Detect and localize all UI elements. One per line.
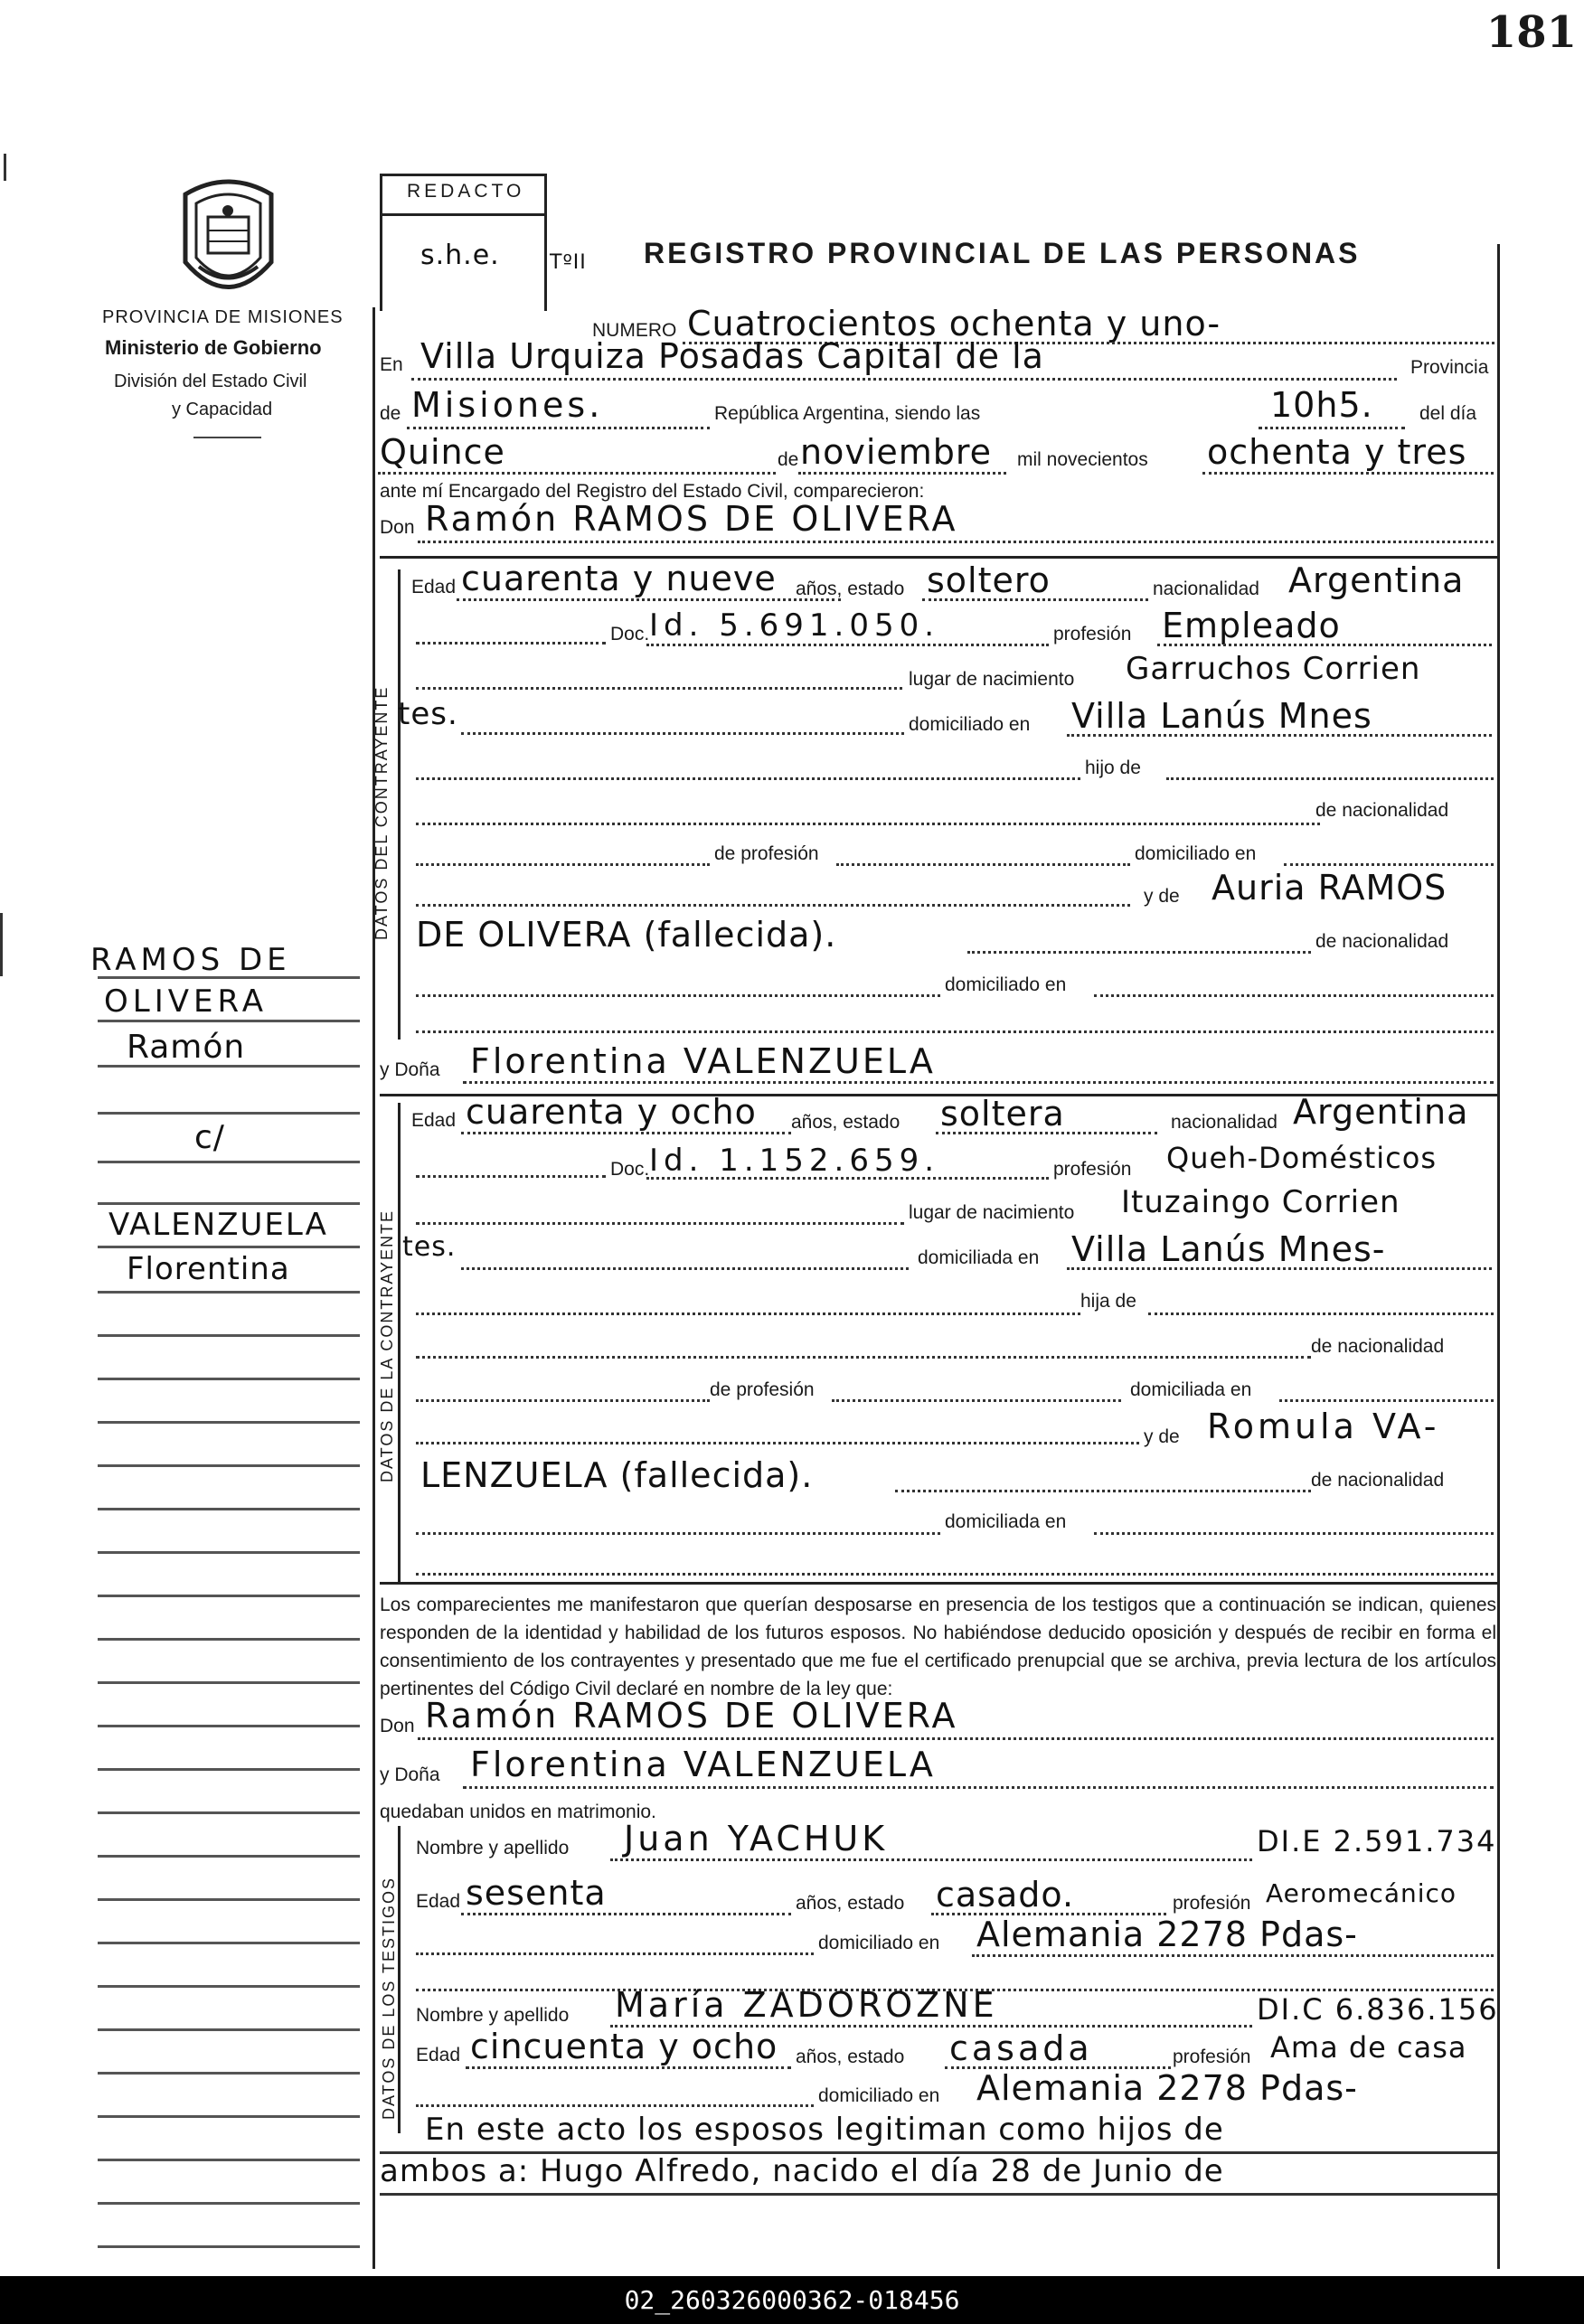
witness2-edad-line <box>466 2066 791 2069</box>
groom-doc-pre-line <box>416 642 606 645</box>
declaration-don-label: Don <box>380 1716 415 1736</box>
margin-tick <box>0 913 3 976</box>
margin-note-underline-22 <box>98 1898 360 1901</box>
margin-note-underline-26 <box>98 2072 360 2075</box>
bride-blank-line <box>416 1573 1494 1576</box>
margin-note-underline-6 <box>98 1202 360 1205</box>
bride-mother-cont-line <box>895 1490 1311 1492</box>
witness2-domicilio-label: domiciliado en <box>818 2085 940 2106</box>
bride-y-de-label: y de <box>1144 1426 1180 1447</box>
groom-domicilio-value: Villa Lanús Mnes <box>1071 696 1372 736</box>
groom-name-line <box>418 541 1494 543</box>
groom-de-profesion-pre-line <box>416 863 710 866</box>
bride-hija-line <box>1148 1313 1494 1315</box>
bride-edad-value: cuarenta y ocho <box>466 1092 757 1132</box>
groom-nacionalidad-value: Argentina <box>1288 560 1465 600</box>
form-left-border <box>372 307 375 2269</box>
numero-label: NUMERO <box>592 320 677 341</box>
groom-lugar-cont: tes. <box>398 696 458 732</box>
margin-tick <box>4 154 6 181</box>
margin-note-underline-19 <box>98 1768 360 1771</box>
margin-note-underline-27 <box>98 2115 360 2118</box>
margin-note-underline-12 <box>98 1464 360 1467</box>
witness2-nombre-label: Nombre y apellido <box>416 2005 570 2026</box>
declaration-dona-value: Florentina VALENZUELA <box>470 1745 936 1784</box>
margin-note-underline-5 <box>98 1161 360 1163</box>
redacto-value: s.h.e. <box>420 240 500 271</box>
bride-domiciliada-en-label: domiciliada en <box>1130 1379 1252 1400</box>
margin-note-underline-24 <box>98 1985 360 1988</box>
bride-de-profesion-pre-line <box>416 1399 710 1402</box>
groom-de-profesion-line <box>836 863 1130 866</box>
groom-dom2-line <box>1094 994 1494 997</box>
bride-estado-value: soltera <box>940 1094 1065 1134</box>
groom-section-divider <box>398 569 401 1040</box>
numero-value: Cuatrocientos ochenta y uno- <box>687 304 1221 343</box>
declaration-dona-line <box>463 1786 1494 1789</box>
bride-dom2-line <box>1094 1532 1494 1535</box>
form-right-border <box>1497 244 1500 2269</box>
bride-section-divider <box>398 1103 401 1582</box>
margin-note-underline-25 <box>98 2028 360 2031</box>
seal-icon <box>176 176 280 303</box>
groom-nacionalidad-label: nacionalidad <box>1153 579 1259 599</box>
de-month-label: de <box>778 449 799 470</box>
province-line <box>407 427 710 429</box>
bride-lugar-pre-line <box>416 1222 904 1225</box>
groom-mother-cont: DE OLIVERA (fallecida). <box>416 915 837 955</box>
margin-note-underline-8 <box>98 1291 360 1294</box>
margin-note-underline-29 <box>98 2202 360 2205</box>
declaration-dona-label: y Doña <box>380 1764 440 1785</box>
groom-y-de-pre-line <box>416 904 1130 907</box>
groom-domiciliado-en-line <box>1284 863 1494 866</box>
bride-de-nacionalidad-label-2: de nacionalidad <box>1311 1470 1445 1491</box>
witness2-domicilio-pre-line <box>416 2104 814 2107</box>
bride-doc-line <box>646 1177 1049 1180</box>
witness1-edad-label: Edad <box>416 1891 461 1912</box>
groom-don-label: Don <box>380 517 415 538</box>
bride-estado-line <box>936 1132 1157 1134</box>
bride-hija-pre-line <box>416 1313 1080 1315</box>
declaration-don-line <box>418 1737 1494 1740</box>
witness1-profesion-value: Aeromecánico <box>1266 1878 1457 1908</box>
groom-lugar-value: Garruchos Corrien <box>1126 651 1421 687</box>
witness1-nombre-line <box>610 1858 1252 1861</box>
groom-y-de-label: y de <box>1144 886 1180 907</box>
groom-edad-value: cuarenta y nueve <box>461 559 777 598</box>
witness2-edad-label: Edad <box>416 2045 461 2065</box>
bride-name-line <box>463 1081 1494 1084</box>
bride-father-line <box>416 1356 1311 1359</box>
witness2-nombre-value: María ZADOROZNE <box>615 1985 998 2025</box>
year-line <box>1202 472 1494 475</box>
witness2-profesion-label: profesión <box>1173 2046 1251 2067</box>
witness1-nombre-label: Nombre y apellido <box>416 1838 570 1858</box>
redacto-divider <box>380 213 547 216</box>
witness1-anos-label: años, estado <box>796 1893 905 1914</box>
margin-note-underline-17 <box>98 1681 360 1684</box>
margin-note-underline-9 <box>98 1334 360 1337</box>
bride-domiciliada-en-label-2: domiciliada en <box>945 1511 1067 1532</box>
hour-line <box>1259 427 1405 429</box>
de-label: de <box>380 403 401 424</box>
witness1-estado-value: casado. <box>936 1875 1075 1915</box>
header-division-2: y Capacidad <box>172 400 273 419</box>
republica-label: República Argentina, siendo las <box>714 403 981 424</box>
groom-hijo-line <box>1166 777 1494 780</box>
year-value: ochenta y tres <box>1207 432 1467 472</box>
witness2-profesion-value: Ama de casa <box>1270 2030 1467 2065</box>
bride-dona-label: y Doña <box>380 1059 440 1080</box>
margin-note-underline-10 <box>98 1378 360 1380</box>
margin-note-underline-23 <box>98 1942 360 1944</box>
bride-doc-pre-line <box>416 1175 606 1178</box>
margin-note-underline-4 <box>98 1112 360 1115</box>
bride-y-de-pre-line <box>416 1442 1139 1444</box>
bride-mother-value: Romula VA- <box>1207 1407 1440 1446</box>
margin-note-underline-28 <box>98 2159 360 2161</box>
closing-line2: ambos a: Hugo Alfredo, nacido el día 28 de Junio de <box>380 2153 1224 2189</box>
margin-note-underline-2 <box>98 1020 360 1022</box>
declaration-text: Los comparecientes me manifestaron que querían desposarse en presencia de los testigos que a continuación se indican, quienes responden de la identidad y habilidad de los futuros esposos. No habiéndose deducido oposición y después de recibir en forma el consentimiento de los contrayentes y presentado que me fue el certificado prenupcial que se archiva, previa lectura de los artículos pertinentes del Código Civil declaré en nombre de la ley que: <box>380 1595 1496 1699</box>
groom-domiciliado-en-label: domiciliado en <box>1135 843 1257 864</box>
declaration-quedaban: quedaban unidos en matrimonio. <box>380 1802 656 1822</box>
mil-label: mil novecientos <box>1017 449 1148 470</box>
witness2-domicilio-value: Alemania 2278 Pdas- <box>976 2068 1358 2108</box>
day-line <box>378 472 776 475</box>
margin-note-underline-3 <box>98 1065 360 1068</box>
groom-doc-line <box>646 644 1049 646</box>
groom-blank-line <box>416 1030 1494 1033</box>
bride-mother-cont: LENZUELA (fallecida). <box>420 1455 814 1495</box>
footer-id: 02_260326000362-018456 <box>0 2276 1584 2324</box>
groom-profesion-value: Empleado <box>1162 606 1341 645</box>
groom-lugar-label: lugar de nacimiento <box>909 669 1075 690</box>
bride-edad-label: Edad <box>411 1110 457 1131</box>
closing-underline-2 <box>380 2193 1497 2196</box>
bride-lugar-cont: tes. <box>402 1231 457 1263</box>
day-value: Quince <box>380 432 505 472</box>
groom-profesion-label: profesión <box>1053 624 1132 645</box>
bride-profesion-label: profesión <box>1053 1159 1132 1180</box>
margin-note-underline-21 <box>98 1855 360 1858</box>
groom-domicilio-label: domiciliado en <box>909 714 1031 735</box>
witness2-anos-label: años, estado <box>796 2046 905 2067</box>
witness1-edad-line <box>461 1913 791 1915</box>
margin-note-underline-15 <box>98 1595 360 1597</box>
bride-dom2-pre-line <box>416 1532 940 1535</box>
bride-name: Florentina VALENZUELA <box>470 1041 936 1081</box>
witness1-domicilio-value: Alemania 2278 Pdas- <box>976 1915 1358 1954</box>
groom-name: Ramón RAMOS DE OLIVERA <box>425 499 958 539</box>
ante-text: ante mí Encargado del Registro del Estado Civil, comparecieron: <box>380 481 925 502</box>
witness1-doc-value: DI.E 2.591.734 <box>1257 1824 1497 1858</box>
closing-line1: En este acto los esposos legitiman como hijos de <box>425 2112 1224 2148</box>
witness1-edad-value: sesenta <box>466 1873 607 1913</box>
groom-profesion-line <box>1157 644 1492 646</box>
bride-domicilio-pre-line <box>461 1267 909 1270</box>
en-label: En <box>380 354 403 375</box>
bride-profesion-value: Queh-Domésticos <box>1166 1141 1438 1175</box>
groom-doc-value: Id. 5.691.050. <box>649 607 940 644</box>
margin-note-line5: VALENZUELA <box>108 1207 328 1243</box>
groom-doc-label: Doc. <box>610 624 650 645</box>
en-value: Villa Urquiza Posadas Capital de la <box>420 336 1044 376</box>
header-division-1: División del Estado Civil <box>114 372 307 391</box>
witness2-edad-value: cincuenta y ocho <box>470 2027 778 2066</box>
groom-hijo-label: hijo de <box>1085 757 1141 778</box>
groom-lugar-pre-line <box>416 687 902 690</box>
witness1-domicilio-line <box>972 1954 1494 1957</box>
margin-note-underline-13 <box>98 1508 360 1510</box>
witness2-estado-value: casada <box>949 2028 1093 2068</box>
declaration-don-value: Ramón RAMOS DE OLIVERA <box>425 1696 958 1736</box>
groom-hijo-pre-line <box>416 777 1080 780</box>
month-value: noviembre <box>800 432 993 472</box>
margin-note-line1: RAMOS DE <box>90 942 291 978</box>
groom-side-label: DATOS DEL CONTRAYENTE <box>372 685 391 940</box>
bride-lugar-value: Ituzaingo Corrien <box>1121 1184 1400 1220</box>
groom-dom2-pre-line <box>416 994 940 997</box>
margin-note-line4: c/ <box>194 1119 225 1156</box>
provincia-label: Provincia <box>1410 357 1489 378</box>
province-value: Misiones. <box>411 385 604 425</box>
bride-doc-value: Id. 1.152.659. <box>649 1143 940 1179</box>
bride-domicilio-label: domiciliada en <box>918 1247 1040 1268</box>
groom-edad-label: Edad <box>411 577 457 597</box>
bride-lugar-label: lugar de nacimiento <box>909 1202 1075 1223</box>
tome-mark: TºII <box>550 251 587 274</box>
groom-de-nacionalidad-label-2: de nacionalidad <box>1315 931 1449 952</box>
margin-note-underline-14 <box>98 1551 360 1554</box>
margin-note-underline-20 <box>98 1811 360 1814</box>
bride-edad-line <box>461 1132 791 1134</box>
provincial-seal <box>176 176 280 303</box>
groom-domicilio-line <box>1067 734 1492 737</box>
margin-note-line3: Ramón <box>127 1029 246 1066</box>
margin-note-underline-11 <box>98 1421 360 1424</box>
bride-de-profesion-label: de profesión <box>710 1379 815 1400</box>
bride-domicilio-value: Villa Lanús Mnes- <box>1071 1229 1386 1269</box>
margin-note-underline-30 <box>98 2245 360 2248</box>
bride-nacionalidad-value: Argentina <box>1293 1092 1469 1132</box>
groom-mother-value: Auria RAMOS <box>1212 868 1447 908</box>
witness1-domicilio-label: domiciliado en <box>818 1933 940 1953</box>
witness-side-label: DATOS DE LOS TESTIGOS <box>380 1876 398 2120</box>
groom-domiciliado-en-label-2: domiciliado en <box>945 974 1067 995</box>
redacto-label: REDACTO <box>407 181 525 202</box>
groom-mother-cont-line <box>967 951 1311 954</box>
del-dia-label: del día <box>1419 403 1477 424</box>
witness2-doc-value: DI.C 6.836.156 <box>1257 1992 1499 2027</box>
en-line <box>411 378 1397 381</box>
margin-note-line6: Florentina <box>127 1251 290 1287</box>
margin-note-line2: OLIVERA <box>104 983 268 1020</box>
bride-anos-label: años, estado <box>791 1112 900 1133</box>
document-title: REGISTRO PROVINCIAL DE LAS PERSONAS <box>644 237 1361 269</box>
bride-hija-label: hija de <box>1080 1291 1136 1312</box>
witness1-domicilio-pre-line <box>416 1952 814 1955</box>
groom-de-profesion-label: de profesión <box>714 843 819 864</box>
margin-note-underline-1 <box>98 976 360 979</box>
bride-domicilio-line <box>1067 1267 1492 1270</box>
margin-note-underline-16 <box>98 1638 360 1641</box>
groom-domicilio-pre-line <box>461 732 904 735</box>
bride-domiciliada-en-line <box>1279 1399 1494 1402</box>
witness1-nombre-value: Juan YACHUK <box>624 1819 889 1858</box>
bride-nacionalidad-label: nacionalidad <box>1171 1112 1278 1133</box>
hour-value: 10h5. <box>1270 385 1373 425</box>
header-divider <box>193 437 261 438</box>
page-number: 181 <box>1485 7 1577 58</box>
header-province: PROVINCIA DE MISIONES <box>102 307 344 327</box>
margin-note-underline-7 <box>98 1246 360 1248</box>
groom-father-line <box>416 823 1320 825</box>
bride-side-label: DATOS DE LA CONTRAYENTE <box>378 1209 396 1482</box>
groom-anos-label: años, estado <box>796 579 905 599</box>
groom-edad-line <box>457 598 841 601</box>
groom-de-nacionalidad-label: de nacionalidad <box>1315 800 1449 821</box>
groom-estado-value: soltero <box>927 560 1051 600</box>
witness1-profesion-label: profesión <box>1173 1893 1251 1914</box>
header-ministry: Ministerio de Gobierno <box>105 336 322 359</box>
bride-de-nacionalidad-label: de nacionalidad <box>1311 1336 1445 1357</box>
month-line <box>798 472 1006 475</box>
groom-estado-line <box>922 598 1148 601</box>
margin-note-underline-18 <box>98 1725 360 1727</box>
bride-doc-label: Doc. <box>610 1159 650 1180</box>
bride-de-profesion-line <box>832 1399 1121 1402</box>
bride-section-bottom <box>380 1582 1497 1585</box>
